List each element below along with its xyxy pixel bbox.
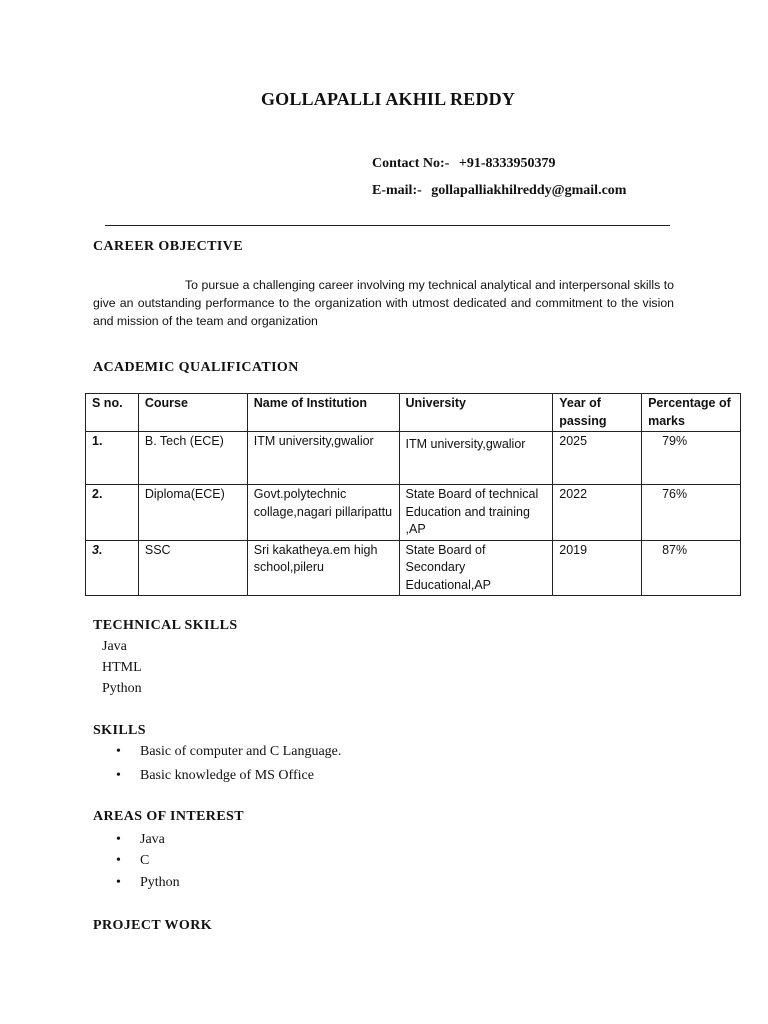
cell-university: State Board of technical Education and training ,AP <box>399 485 553 541</box>
cell-course: SSC <box>138 540 247 596</box>
skills-heading: SKILLS <box>93 723 146 738</box>
list-item <box>116 744 341 760</box>
cell-university: ITM university,gwalior <box>399 432 553 485</box>
technical-skills-heading: TECHNICAL SKILLS <box>93 618 238 633</box>
column-header: Percentage of marks <box>642 394 741 432</box>
cell-institution: Govt.polytechnic collage,nagari pillaripattu <box>247 485 399 541</box>
list-item-label: Python <box>140 875 180 890</box>
table-row <box>86 540 741 596</box>
table-row <box>86 485 741 541</box>
list-item: Java <box>102 639 127 654</box>
cell-sno: 1. <box>86 432 139 485</box>
career-objective-heading: CAREER OBJECTIVE <box>93 239 243 254</box>
bullet-icon: • <box>116 832 121 847</box>
bullet-icon: • <box>116 853 121 868</box>
header-divider <box>105 225 670 226</box>
email-label: E-mail:- <box>372 183 422 198</box>
list-item-label: Basic of computer and C Language. <box>140 744 342 759</box>
list-item: HTML <box>102 660 142 675</box>
column-header: S no. <box>86 394 139 432</box>
cell-percentage: 87% <box>642 540 741 596</box>
cell-year: 2022 <box>553 485 642 541</box>
list-item <box>116 768 314 784</box>
column-header: University <box>399 394 553 432</box>
career-objective-body: To pursue a challenging career involving my technical analytical and interpersonal skills to give an outstanding performance to the organization with utmost dedicated and commitment to the vision and mission of the team and organization <box>93 278 674 328</box>
areas-of-interest-heading: AREAS OF INTEREST <box>93 809 244 824</box>
academic-table <box>85 393 741 596</box>
table-row <box>86 432 741 485</box>
email-address: gollapalliakhilreddy@gmail.com <box>431 183 627 198</box>
bullet-icon: • <box>116 768 121 783</box>
contact-email-line <box>372 183 626 199</box>
list-item-label: Basic knowledge of MS Office <box>140 768 314 783</box>
cell-year: 2019 <box>553 540 642 596</box>
list-item <box>116 832 165 848</box>
list-item-label: C <box>140 853 150 868</box>
resume-name: GOLLAPALLI AKHIL REDDY <box>260 89 516 109</box>
list-item <box>116 875 180 891</box>
cell-sno: 2. <box>86 485 139 541</box>
table-header-row <box>86 394 741 432</box>
column-header: Course <box>138 394 247 432</box>
cell-course: Diploma(ECE) <box>138 485 247 541</box>
cell-course: B. Tech (ECE) <box>138 432 247 485</box>
cell-sno: 3. <box>86 540 139 596</box>
phone-label: Contact No:- <box>372 156 450 171</box>
bullet-icon: • <box>116 875 121 890</box>
cell-year: 2025 <box>553 432 642 485</box>
column-header: Year of passing <box>553 394 642 432</box>
project-work-heading: PROJECT WORK <box>93 918 213 933</box>
career-objective-text <box>93 276 674 330</box>
phone-number: +91-8333950379 <box>458 156 556 171</box>
academic-heading: ACADEMIC QUALIFICATION <box>93 360 299 375</box>
contact-phone-line <box>372 156 556 172</box>
cell-university: State Board of Secondary Educational,AP <box>399 540 553 596</box>
list-item-label: Java <box>140 832 165 847</box>
column-header: Name of Institution <box>247 394 399 432</box>
bullet-icon: • <box>116 744 121 759</box>
cell-institution: ITM university,gwalior <box>247 432 399 485</box>
list-item <box>116 853 149 869</box>
cell-institution: Sri kakatheya.em high school,pileru <box>247 540 399 596</box>
list-item: Python <box>102 681 142 696</box>
cell-percentage: 76% <box>642 485 741 541</box>
cell-percentage: 79% <box>642 432 741 485</box>
